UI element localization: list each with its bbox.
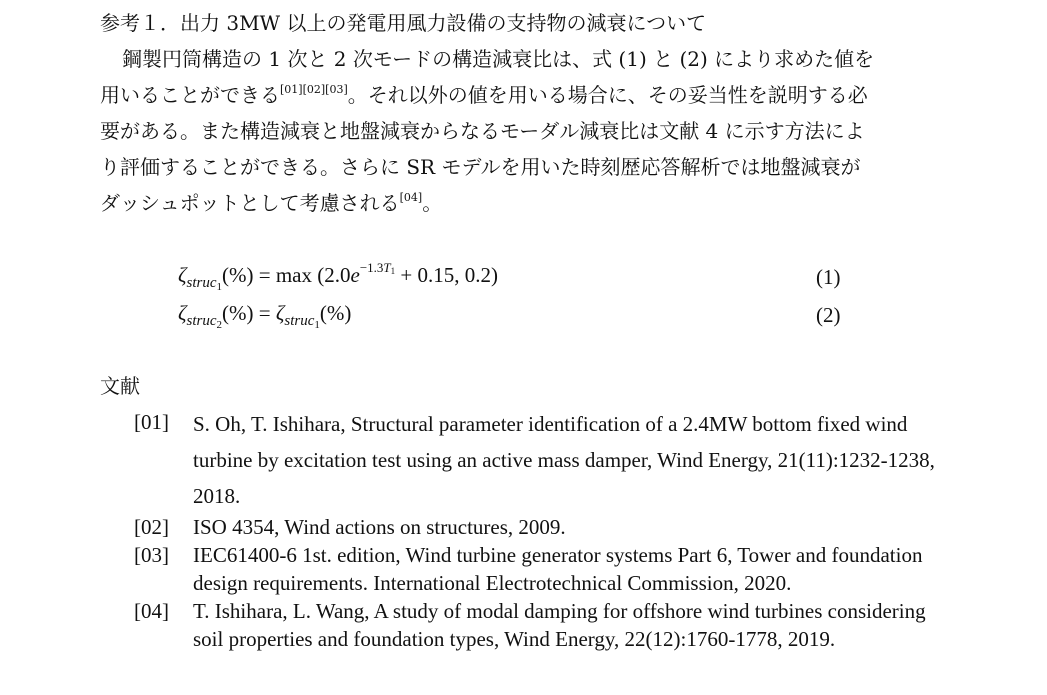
reference-line: soil properties and foundation types, Wind Energy, 22(12):1760-1778, 2019. bbox=[193, 627, 836, 651]
reference-label: [03] bbox=[134, 543, 169, 567]
paragraph-line-1: 鋼製円筒構造の 1 次と 2 次モードの構造減衰比は、式 (1) と (2) により求めた値を bbox=[122, 47, 875, 71]
references-title: 文献 bbox=[100, 374, 140, 398]
paragraph-line-5 bbox=[100, 189, 442, 217]
section-heading: 参考１．出力 3MW 以上の発電用風力設備の支持物の減衰について bbox=[100, 11, 707, 35]
citation-04: [04] bbox=[399, 191, 423, 204]
equation-2: $\zeta_{struc_2}(\%) = \zeta_{struc_1}(\%)$ bbox=[178, 301, 352, 331]
reference-line: 2018. bbox=[193, 484, 241, 508]
paragraph-line-4: り評価することができる。さらに SR モデルを用いた時刻歴応答解析では地盤減衰が bbox=[100, 155, 861, 179]
reference-line: ISO 4354, Wind actions on structures, 2009. bbox=[193, 515, 566, 539]
paragraph-line-2 bbox=[100, 81, 868, 109]
reference-line: IEC61400-6 1st. edition, Wind turbine generator systems Part 6, Tower and foundation bbox=[193, 543, 923, 567]
paragraph-text: 。 bbox=[422, 191, 443, 215]
reference-label: [02] bbox=[134, 515, 169, 539]
equation-number-1: (1) bbox=[816, 265, 841, 289]
paragraph-line-3: 要がある。また構造減衰と地盤減衰からなるモーダル減衰比は文献 4 に示す方法によ bbox=[100, 119, 865, 143]
paragraph-text: 。それ以外の値を用いる場合に、その妥当性を説明する必 bbox=[347, 83, 868, 107]
reference-line: T. Ishihara, L. Wang, A study of modal damping for offshore wind turbines considering bbox=[193, 599, 926, 623]
reference-line: design requirements. International Electrotechnical Commission, 2020. bbox=[193, 571, 792, 595]
paragraph-text: 用いることができる bbox=[100, 83, 280, 107]
equation-number-2: (2) bbox=[816, 303, 841, 327]
equation-1: $\zeta_{struc_1}(\%) = \max (2.0e^{-1.3T_1} + 0.15$, 0.2) bbox=[178, 260, 498, 293]
citation-01-02-03: [01][02][03] bbox=[280, 83, 348, 96]
reference-line: turbine by excitation test using an active mass damper, Wind Energy, 21(11):1232-1238, bbox=[193, 448, 935, 472]
paragraph-text: ダッシュポットとして考慮される bbox=[100, 191, 400, 215]
reference-label: [04] bbox=[134, 599, 169, 623]
reference-line: S. Oh, T. Ishihara, Structural parameter identification of a 2.4MW bottom fixed wind bbox=[193, 412, 908, 436]
reference-label: [01] bbox=[134, 410, 169, 434]
